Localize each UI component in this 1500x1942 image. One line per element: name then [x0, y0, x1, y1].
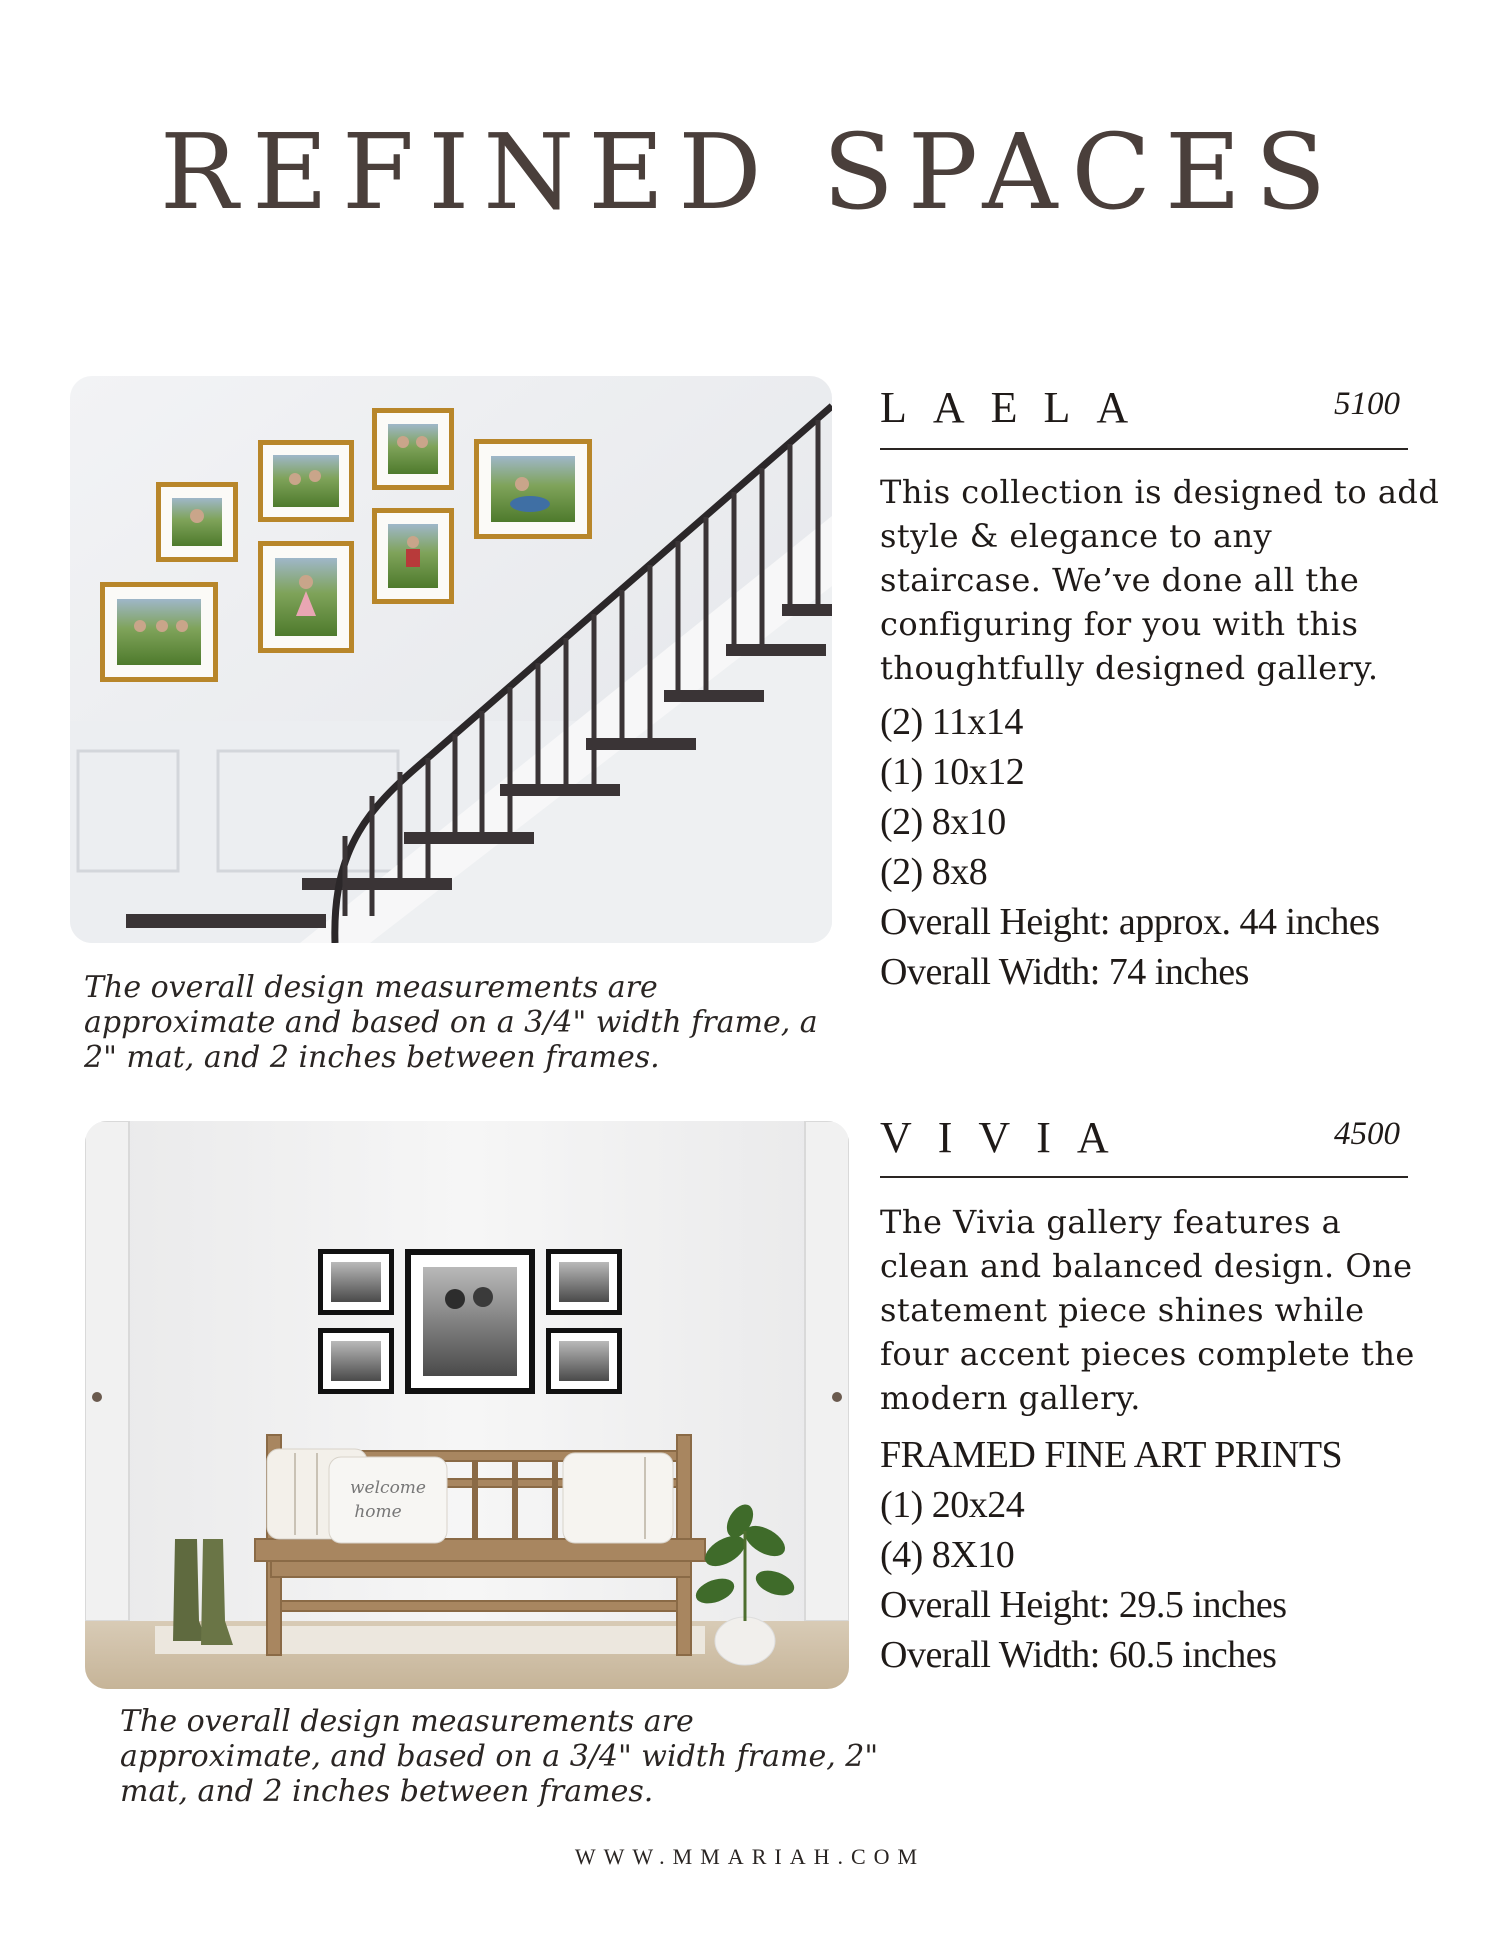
laela-spec-item: (2) 11x14: [880, 701, 1023, 743]
laela-spec-item: (2) 8x10: [880, 801, 1006, 843]
vivia-description: The Vivia gallery features a clean and balanced design. One statement piece shines while four accent pieces complete the modern gallery.: [880, 1203, 1415, 1417]
vivia-entryway-photo: [85, 1121, 849, 1689]
laela-description: This collection is designed to add style & elegance to any staircase. We’ve done all the configuring for you with this thoughtfully designed gallery.: [880, 473, 1440, 687]
page-title: REFINED SPACES: [159, 111, 1341, 233]
vivia-caption: The overall design measurements are approximate, and based on a 3/4" width frame, 2" mat, and 2 inches between frames.: [120, 1704, 879, 1809]
laela-price: 5100: [1334, 386, 1400, 422]
laela-divider: [880, 448, 1408, 450]
vivia-spec-item: (1) 20x24: [880, 1484, 1025, 1526]
laela-staircase-photo: [70, 376, 832, 943]
pillow-text-line-2: home: [354, 1502, 402, 1522]
vivia-spec-item: Overall Height: 29.5 inches: [880, 1584, 1287, 1626]
pillow-text-line-1: welcome: [350, 1478, 426, 1498]
vivia-spec-item: Overall Width: 60.5 inches: [880, 1634, 1277, 1676]
laela-caption: The overall design measurements are approximate and based on a 3/4" width frame, a 2" mat, and 2 inches between frames.: [84, 970, 818, 1075]
vivia-spec-item: FRAMED FINE ART PRINTS: [880, 1434, 1343, 1476]
vivia-product-name: VIVIA: [880, 1113, 1135, 1162]
vivia-spec-item: (4) 8X10: [880, 1534, 1015, 1576]
laela-spec-item: Overall Height: approx. 44 inches: [880, 901, 1380, 943]
laela-product-name: LAELA: [880, 383, 1155, 432]
vivia-price: 4500: [1334, 1116, 1400, 1152]
vivia-specs: [880, 1430, 1460, 1680]
laela-spec-item: (2) 8x8: [880, 851, 988, 893]
website-footer: WWW.MMARIAH.COM: [574, 1844, 926, 1869]
laela-spec-item: (1) 10x12: [880, 751, 1025, 793]
laela-spec-item: Overall Width: 74 inches: [880, 951, 1249, 993]
vivia-divider: [880, 1176, 1408, 1178]
laela-specs: [880, 697, 1460, 997]
